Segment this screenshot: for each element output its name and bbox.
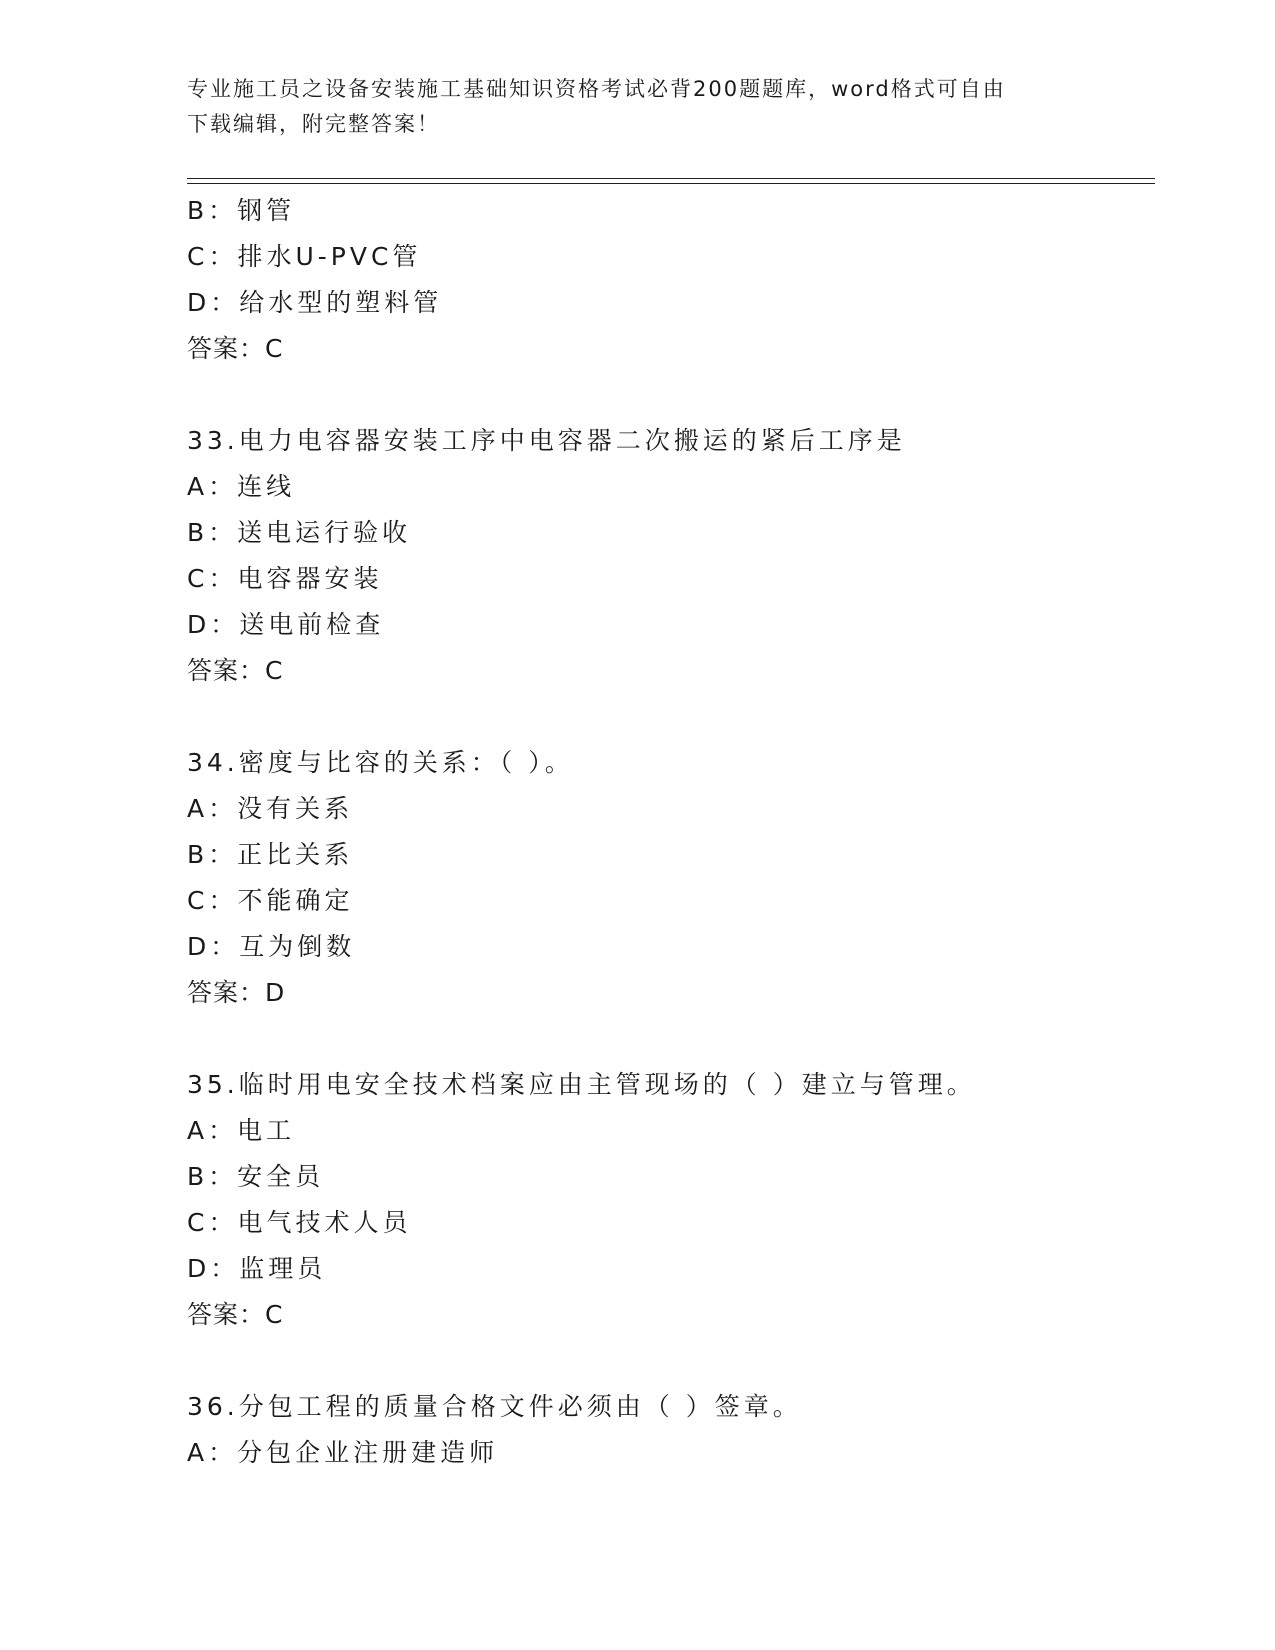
question-text: 密度与比容的关系：（ ）。 — [238, 748, 574, 777]
question-text: 分包工程的质量合格文件必须由（ ）签章。 — [238, 1392, 802, 1421]
answer-line: 答案：D — [187, 978, 286, 1007]
question-gap — [187, 1338, 1155, 1384]
option-line: A：分包企业注册建造师 — [187, 1438, 499, 1467]
option-line: A：连线 — [187, 472, 296, 501]
question-number: 35. — [187, 1070, 239, 1099]
header-divider-bottom — [187, 183, 1155, 184]
answer-line: 答案：C — [187, 334, 284, 363]
question-gap — [187, 1016, 1155, 1062]
answer-line: 答案：C — [187, 1300, 284, 1329]
document-header — [187, 72, 1087, 142]
header-line-1: 专业施工员之设备安装施工基础知识资格考试必背200题题库，word格式可自由 — [187, 77, 1006, 101]
question-number: 36. — [187, 1392, 239, 1421]
option-line: A：没有关系 — [187, 794, 354, 823]
option-line: D：给水型的塑料管 — [187, 288, 443, 317]
option-line: D：送电前检查 — [187, 610, 385, 639]
question-text: 电力电容器安装工序中电容器二次搬运的紧后工序是 — [238, 426, 906, 455]
question-number: 34. — [187, 748, 239, 777]
option-line: C：排水U-PVC管 — [187, 242, 422, 271]
question-gap — [187, 372, 1155, 418]
answer-line: 答案：C — [187, 656, 284, 685]
question-stem — [187, 1062, 1155, 1108]
option-line: C：电容器安装 — [187, 564, 383, 593]
question-number: 33. — [187, 426, 239, 455]
option-line: D：监理员 — [187, 1254, 327, 1283]
option-line: B：安全员 — [187, 1162, 325, 1191]
option-line: B：钢管 — [187, 196, 296, 225]
option-line: D：互为倒数 — [187, 932, 356, 961]
question-list — [187, 188, 1155, 1476]
header-divider-top — [187, 178, 1155, 179]
option-line: A：电工 — [187, 1116, 296, 1145]
question-stem — [187, 418, 1155, 464]
question-stem — [187, 740, 1155, 786]
option-line: B：正比关系 — [187, 840, 354, 869]
option-line: C：电气技术人员 — [187, 1208, 412, 1237]
question-gap — [187, 694, 1155, 740]
option-line: B：送电运行验收 — [187, 518, 412, 547]
header-line-2: 下载编辑，附完整答案！ — [187, 112, 440, 136]
question-stem — [187, 1384, 1155, 1430]
option-line: C：不能确定 — [187, 886, 354, 915]
question-text: 临时用电安全技术档案应由主管现场的（ ）建立与管理。 — [238, 1070, 976, 1099]
